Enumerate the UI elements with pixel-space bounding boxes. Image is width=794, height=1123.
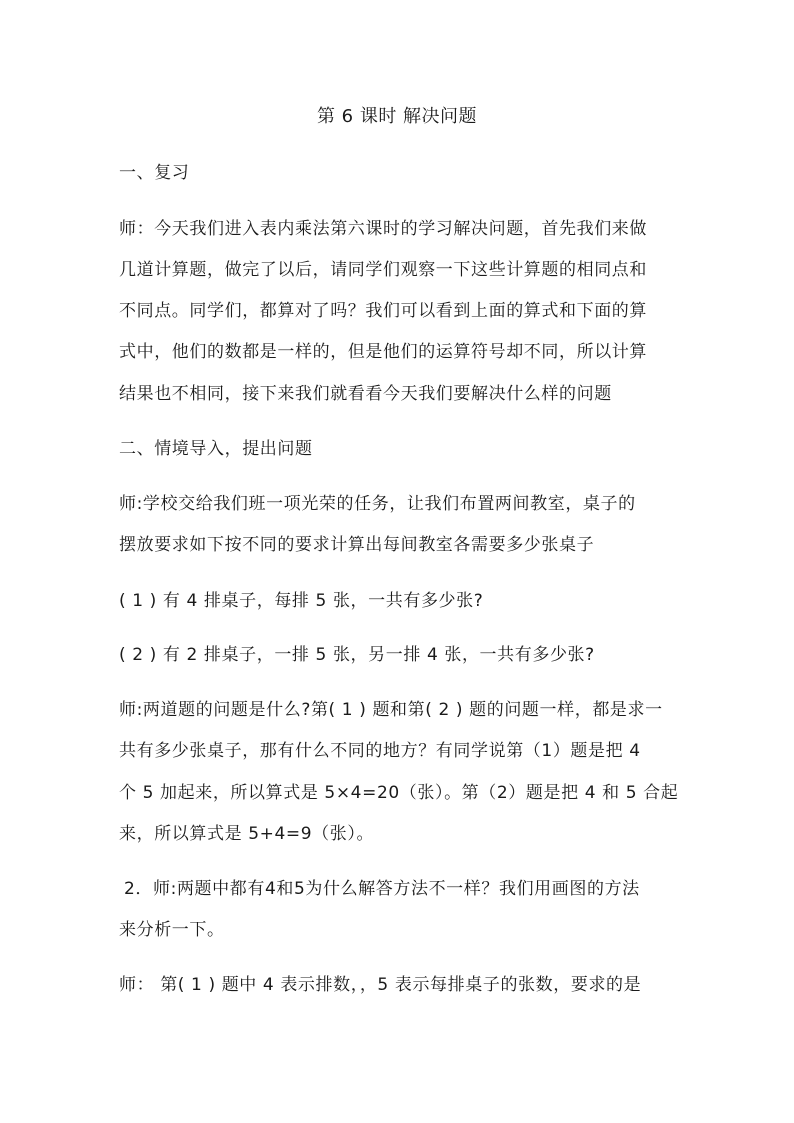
- paragraph-line: 共有多少张桌子，那有什么不同的地方？有同学说第（1）题是把 4: [119, 741, 641, 761]
- paragraph-line: 摆放要求如下按不同的要求计算出每间教室各需要多少张桌子: [119, 535, 595, 555]
- lesson-title: 第 6 课时 解决问题: [316, 106, 478, 127]
- paragraph-line: 师:学校交给我们班一项光荣的任务，让我们布置两间教室，桌子的: [119, 494, 636, 514]
- paragraph-line: 师:两道题的问题是什么?第( 1 ) 题和第( 2 ) 题的问题一样，都是求一: [119, 700, 663, 720]
- paragraph-line: 来，所以算式是 5+4=9（张）。: [119, 824, 375, 844]
- paragraph-line: 师：今天我们进入表内乘法第六课时的学习解决问题，首先我们来做: [119, 219, 647, 239]
- question-1: ( 1 ) 有 4 排桌子，每排 5 张，一共有多少张?: [119, 591, 484, 611]
- paragraph-line: 来分析一下。: [119, 920, 225, 940]
- section-heading-scenario: 二、情境导入，提出问题: [119, 439, 313, 459]
- paragraph-line: 不同点。同学们，都算对了吗？我们可以看到上面的算式和下面的算: [119, 301, 647, 321]
- paragraph-line: 式中，他们的数都是一样的，但是他们的运算符号却不同，所以计算: [119, 342, 647, 362]
- paragraph-line: 个 5 加起来，所以算式是 5×4=20（张）。第（2）题是把 4 和 5 合起: [119, 783, 679, 803]
- paragraph-line: 结果也不相同，接下来我们就看看今天我们要解决什么样的问题: [119, 384, 612, 404]
- section-heading-review: 一、复习: [119, 163, 190, 183]
- paragraph-line: 几道计算题，做完了以后，请同学们观察一下这些计算题的相同点和: [119, 260, 647, 280]
- paragraph-line: 师： 第( 1 ) 题中 4 表示排数，，5 表示每排桌子的张数，要求的是: [119, 975, 642, 995]
- paragraph-line: 2．师:两题中都有4和5为什么解答方法不一样？我们用画图的方法: [124, 879, 640, 899]
- question-2: ( 2 ) 有 2 排桌子，一排 5 张，另一排 4 张，一共有多少张?: [119, 645, 595, 665]
